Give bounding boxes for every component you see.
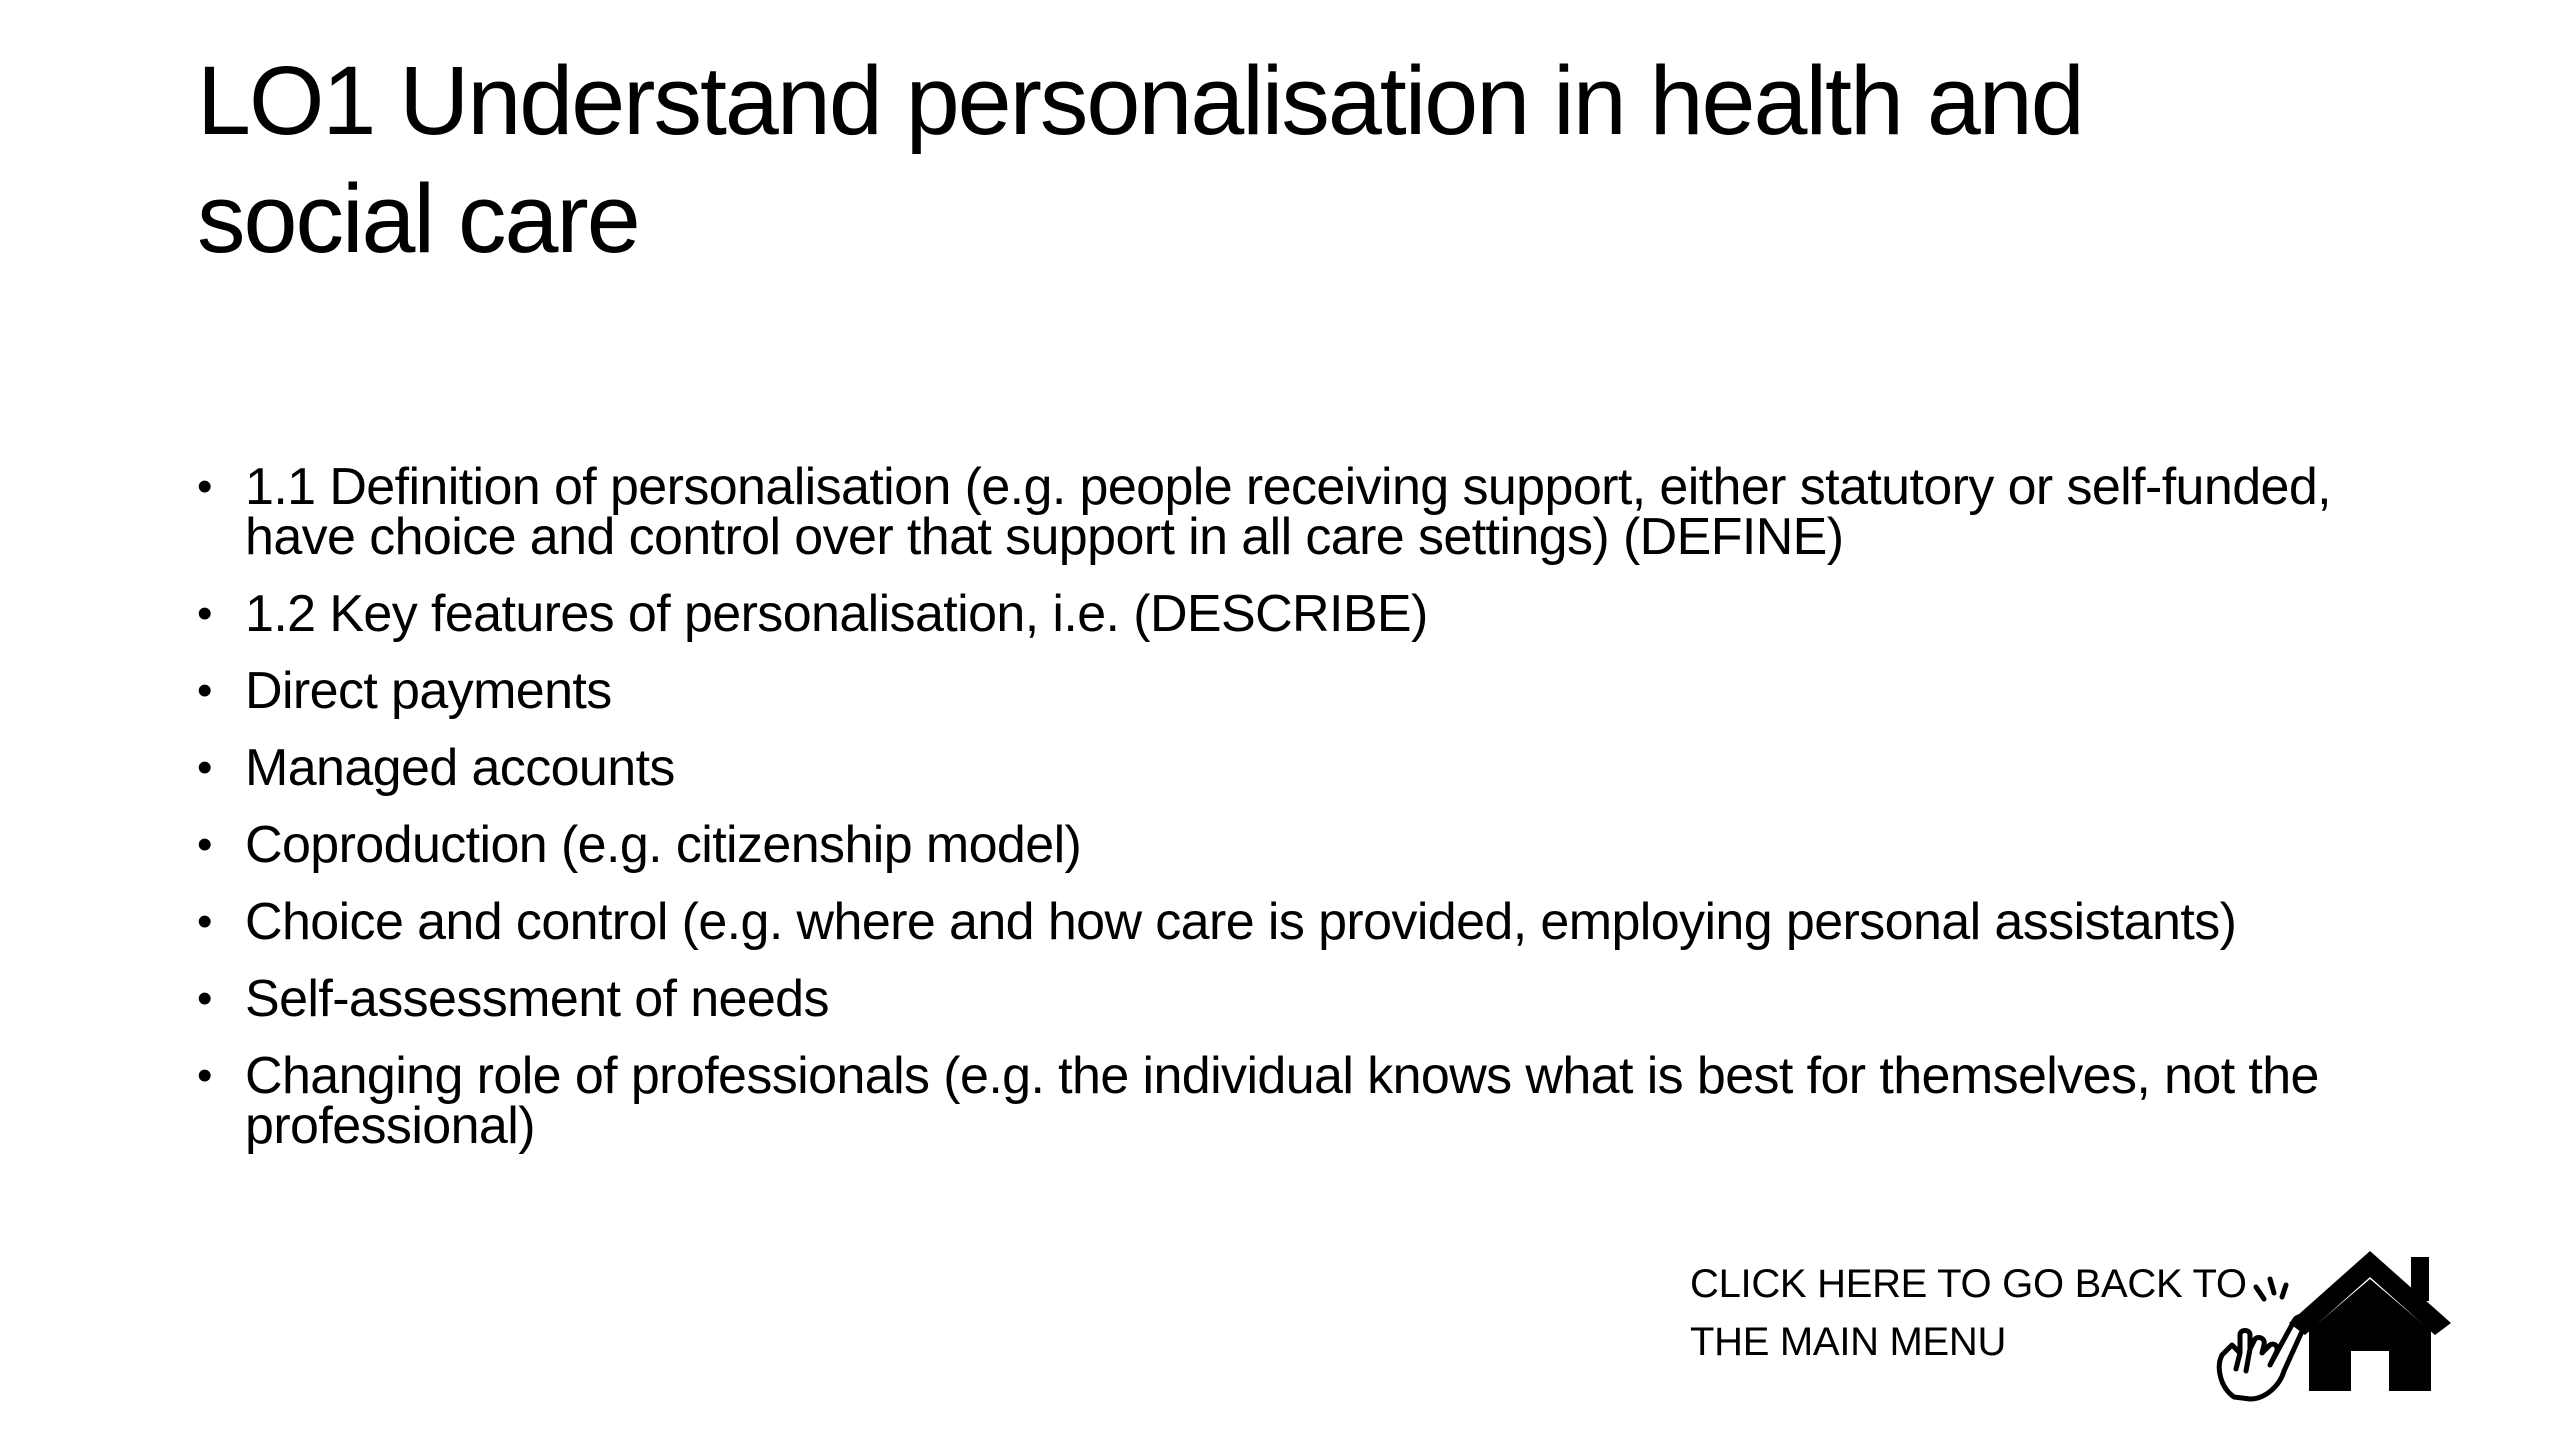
list-item: [197, 816, 2397, 874]
list-item: [197, 1047, 2397, 1155]
bullet-dot: •: [197, 589, 212, 638]
list-item: [197, 970, 2397, 1028]
list-item: [197, 893, 2397, 951]
bullet-dot: •: [197, 974, 212, 1023]
main-menu-link-text[interactable]: [1690, 1255, 2250, 1371]
bullet-list: [197, 458, 2397, 1178]
bullet-text: Managed accounts: [245, 739, 675, 797]
bullet-dot: •: [197, 897, 212, 946]
main-menu-link-line1[interactable]: CLICK HERE TO GO BACK TO: [1690, 1262, 2247, 1306]
house-icon[interactable]: [2275, 1235, 2465, 1395]
bullet-text: Coproduction (e.g. citizenship model): [245, 816, 1082, 874]
list-item: [197, 739, 2397, 797]
main-menu-link-line2[interactable]: THE MAIN MENU: [1690, 1320, 2007, 1364]
bullet-text: Choice and control (e.g. where and how care is provided, employing personal assistants): [245, 893, 2237, 951]
bullet-dot: •: [197, 666, 212, 715]
bullet-text: Direct payments: [245, 662, 612, 720]
bullet-text: Self-assessment of needs: [245, 970, 829, 1028]
main-menu-link[interactable]: [1690, 1235, 2490, 1405]
bullet-dot: •: [197, 1051, 212, 1100]
bullet-dot: •: [197, 462, 212, 511]
bullet-text: 1.1 Definition of personalisation (e.g. people receiving support, either statutory or self-funded, have choice and control over that support in all care settings) (DEFINE): [245, 458, 2331, 566]
list-item: [197, 662, 2397, 720]
bullet-text: Changing role of professionals (e.g. the individual knows what is best for themselves, not the professional): [245, 1047, 2319, 1155]
bullet-dot: •: [197, 743, 212, 792]
slide-title: LO1 Understand personalisation in health and social care: [197, 46, 2083, 273]
bullet-text: 1.2 Key features of personalisation, i.e. (DESCRIBE): [245, 585, 1428, 643]
list-item: [197, 458, 2397, 566]
list-item: [197, 585, 2397, 643]
bullet-dot: •: [197, 820, 212, 869]
